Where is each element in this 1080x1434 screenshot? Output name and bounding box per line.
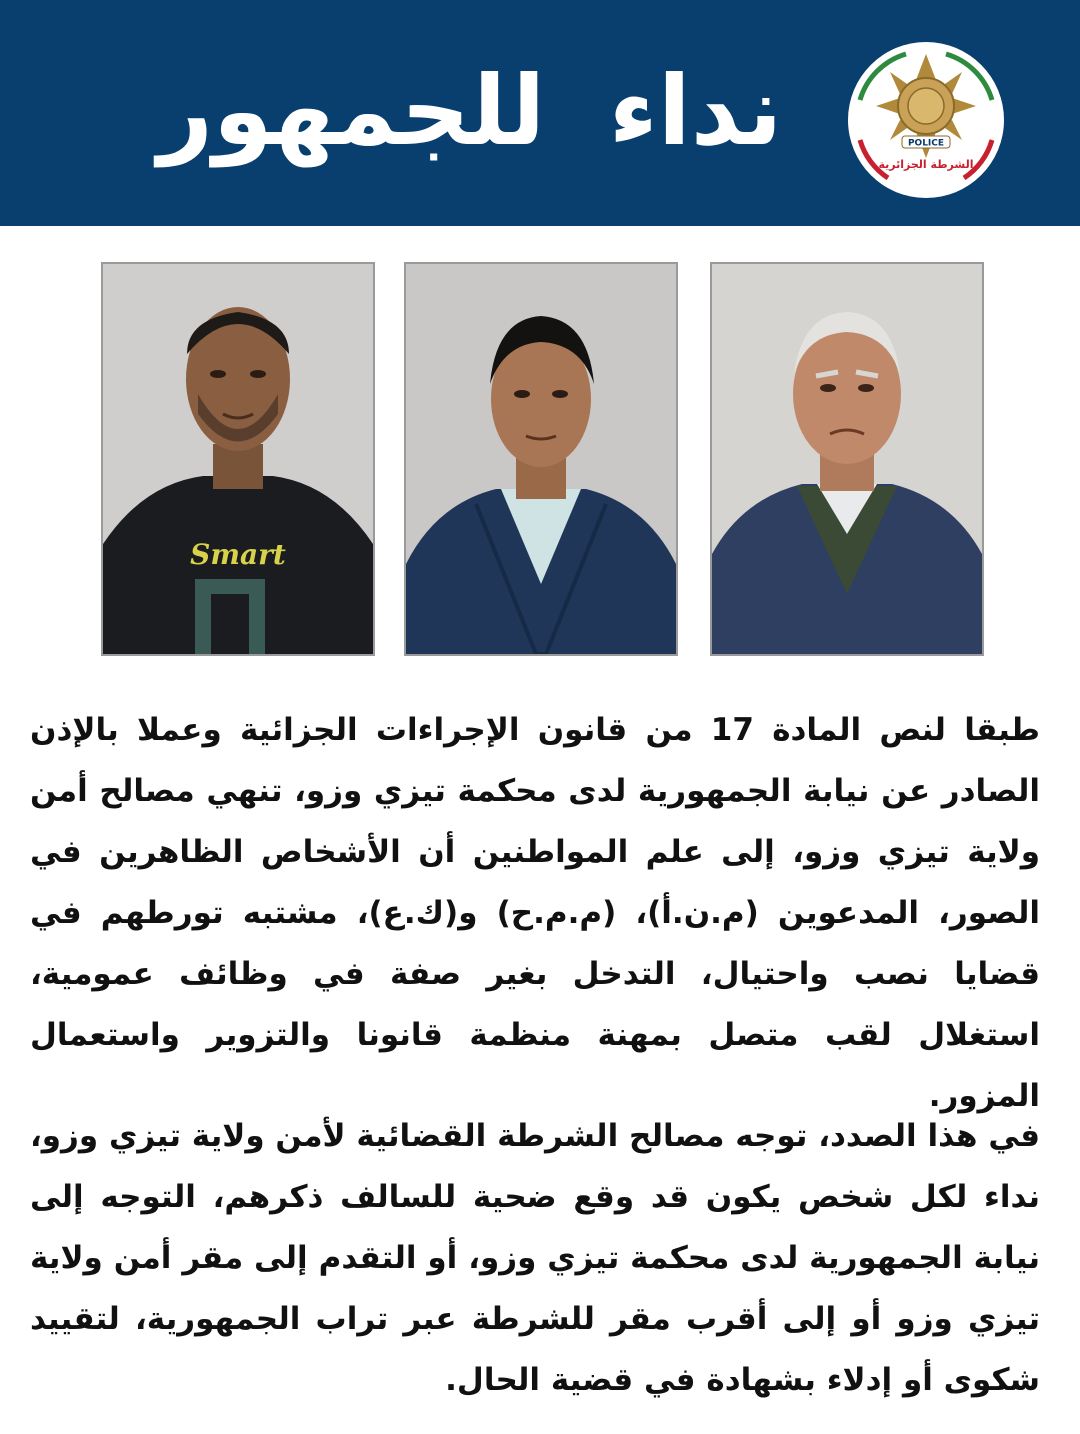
statement-paragraph-2: في هذا الصدد، توجه مصالح الشرطة القضائية لأمن ولاية تيزي وزو، نداء لكل شخص يكون قد وقع ضحية للسالف ذكرهم، التوجه إلى نيابة الجمهورية لدى محكمة تيزي وزو، أو التقدم إلى مقر أمن ولاية تيزي وزو أو إلى أقرب مقر للشرطة عبر تراب الجمهورية، لتقييد شكوى أو إدلاء بشهادة في قضية الحال.: [30, 1118, 1040, 1398]
person-3-photo: [710, 262, 984, 656]
logo-police-text: POLICE: [907, 138, 945, 149]
person-2-photo: [404, 262, 678, 656]
statement-paragraph-1: طبقا لنص المادة 17 من قانون الإجراءات الجزائية وعملا بالإذن الصادر عن نيابة الجمهورية لدى محكمة تيزي وزو، تنهي مصالح أمن ولاية تيزي وزو، إلى علم المواطنين أن الأشخاص الظاهرين في الصور، المدعوين (م.ن.أ)، (م.م.ح) و(ك.ع)، مشتبه تورطهم في قضايا نصب واحتيال، التدخل بغير صفة في وظائف عمومية، استغلال لقب متصل بمهنة منظمة قانونا والتزوير واستعمال المزور.: [30, 712, 1040, 1114]
logo-caption: الشرطة الجزائرية: [878, 158, 974, 171]
page-title: نداء للجمهور: [157, 55, 783, 167]
person-1-photo: [101, 262, 375, 656]
shirt-text: Smart: [190, 538, 286, 571]
header-banner: [0, 0, 1080, 226]
police-logo: [846, 40, 1006, 200]
suspect-photos: [0, 262, 1080, 656]
